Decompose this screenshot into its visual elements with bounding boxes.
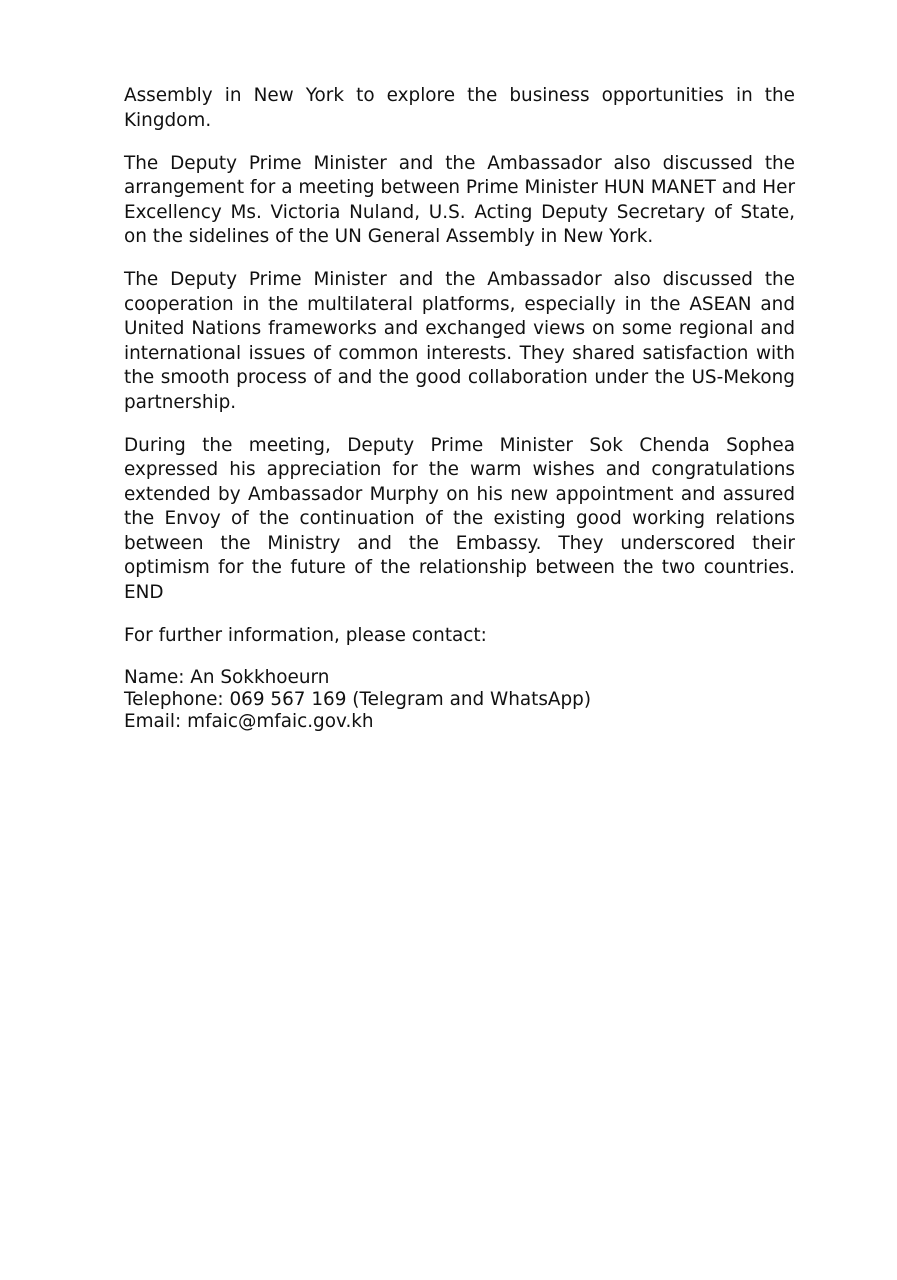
contact-heading: For further information, please contact: — [124, 624, 487, 646]
contact-telephone: Telephone: 069 567 169 (Telegram and WhatsApp) — [124, 689, 592, 710]
paragraph-multilateral-cooperation: The Deputy Prime Minister and the Ambassador also discussed the cooperation in the multilateral platforms, especially in the ASEAN and United Nations frameworks and exchanged views on some regional and international issues of common interests. They shared satisfaction with the smooth process of and the good collaboration under the US-Mekong partnership. — [124, 269, 795, 413]
paragraph-continuation: Assembly in New York to explore the business opportunities in the Kingdom. — [124, 85, 795, 131]
paragraph-appreciation: During the meeting, Deputy Prime Minister Sok Chenda Sophea expressed his appreciation for the warm wishes and congratulations extended by Ambassador Murphy on his new appointment and assured the Envoy of the continuation of the existing good working relations between the Ministry and the Embassy. They underscored their optimism for the future of the relationship between the two countries. END — [124, 434, 795, 603]
contact-name: Name: An Sokkhoeurn — [124, 667, 330, 688]
paragraph-meeting-arrangement: The Deputy Prime Minister and the Ambassador also discussed the arrangement for a meeting between Prime Minister HUN MANET and Her Excellency Ms. Victoria Nuland, U.S. Acting Deputy Secretary of State, on the sidelines of the UN General Assembly in New York. — [124, 152, 795, 247]
contact-details — [124, 667, 795, 733]
document-page — [124, 84, 795, 733]
contact-email: Email: mfaic@mfaic.gov.kh — [124, 711, 374, 732]
